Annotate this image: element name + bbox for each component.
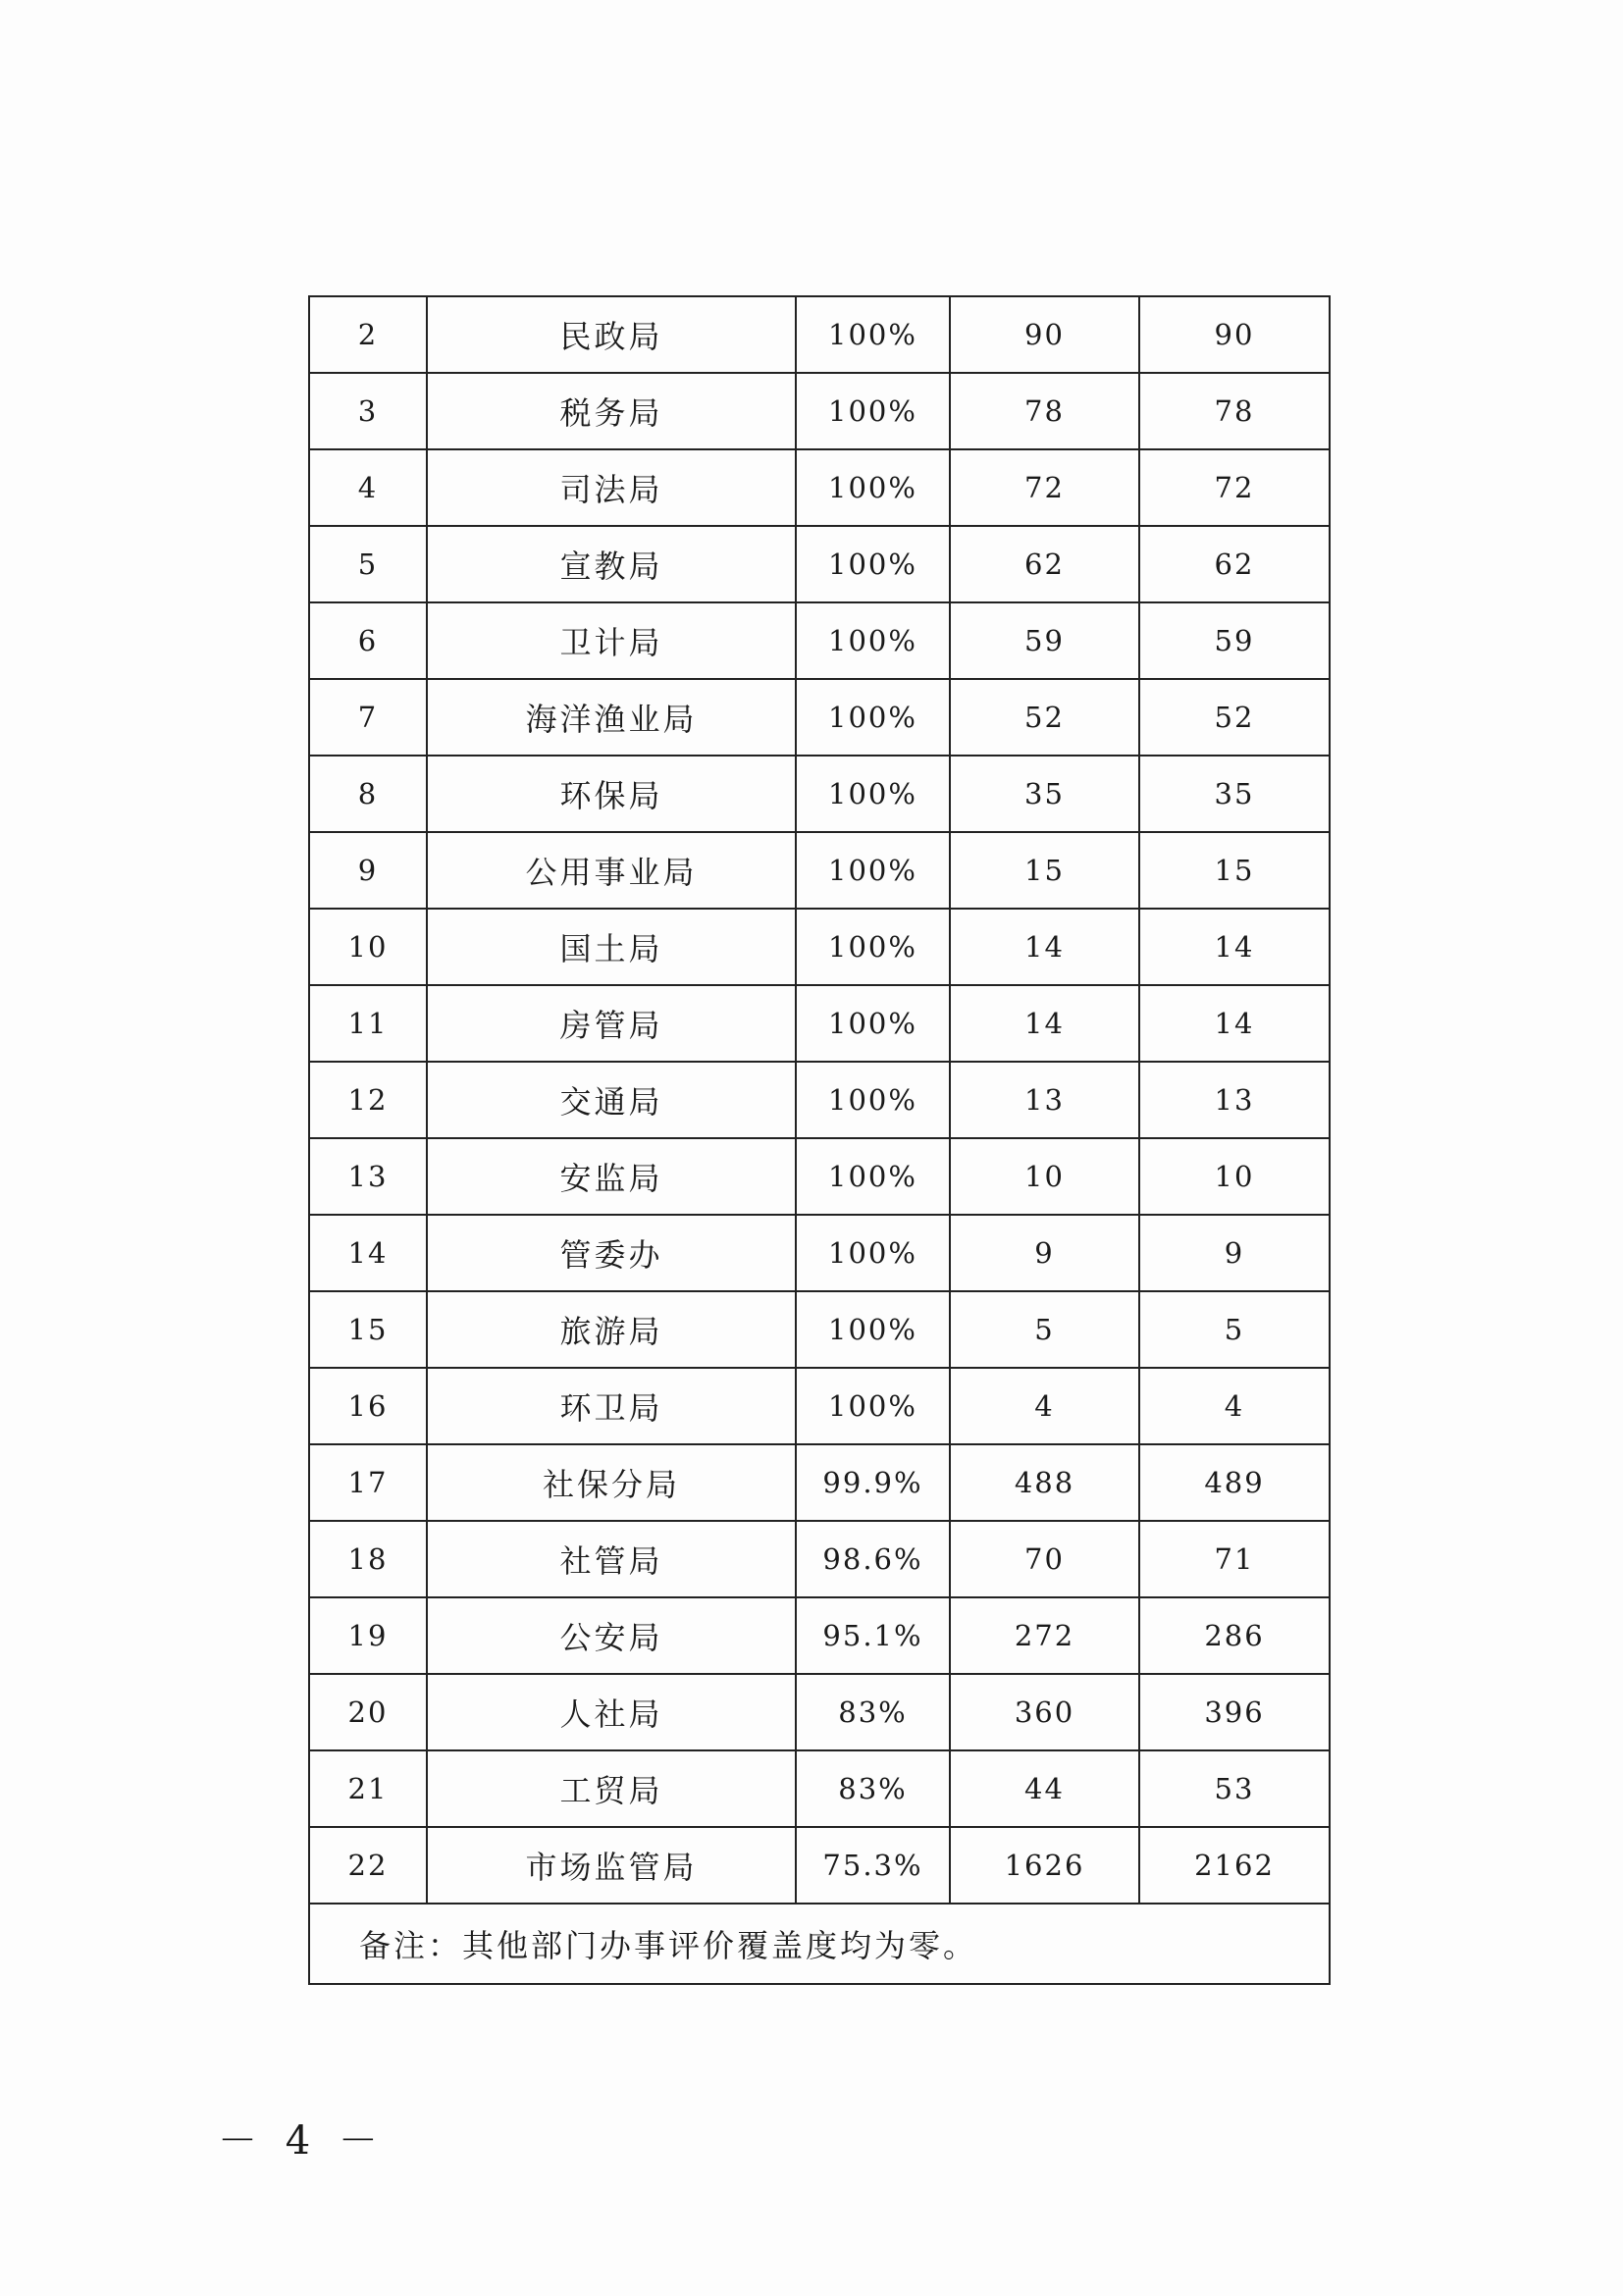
total-count-cell: 52 <box>1139 679 1330 756</box>
table-row <box>309 756 1330 832</box>
department-cell: 旅游局 <box>427 1291 796 1368</box>
coverage-rate-cell: 98.6% <box>796 1521 950 1597</box>
total-count-cell: 2162 <box>1139 1827 1330 1904</box>
department-cell: 人社局 <box>427 1674 796 1750</box>
department-cell: 管委办 <box>427 1215 796 1291</box>
row-number-cell: 15 <box>309 1291 427 1368</box>
coverage-rate-cell: 100% <box>796 679 950 756</box>
coverage-rate-cell: 100% <box>796 1291 950 1368</box>
coverage-rate-cell: 83% <box>796 1750 950 1827</box>
coverage-rate-cell: 95.1% <box>796 1597 950 1674</box>
department-cell: 安监局 <box>427 1138 796 1215</box>
department-cell: 公安局 <box>427 1597 796 1674</box>
table-row <box>309 1215 1330 1291</box>
row-number-cell: 10 <box>309 909 427 985</box>
evaluated-count-cell: 72 <box>950 449 1139 526</box>
table-row <box>309 1827 1330 1904</box>
total-count-cell: 15 <box>1139 832 1330 909</box>
evaluated-count-cell: 272 <box>950 1597 1139 1674</box>
table-note: 备注：其他部门办事评价覆盖度均为零。 <box>309 1904 1330 1984</box>
coverage-rate-cell: 100% <box>796 1062 950 1138</box>
evaluated-count-cell: 35 <box>950 756 1139 832</box>
table-row <box>309 602 1330 679</box>
evaluated-count-cell: 4 <box>950 1368 1139 1444</box>
coverage-table <box>308 295 1331 1985</box>
department-cell: 市场监管局 <box>427 1827 796 1904</box>
table-row <box>309 909 1330 985</box>
row-number-cell: 17 <box>309 1444 427 1521</box>
total-count-cell: 286 <box>1139 1597 1330 1674</box>
department-cell: 国土局 <box>427 909 796 985</box>
evaluated-count-cell: 52 <box>950 679 1139 756</box>
total-count-cell: 14 <box>1139 985 1330 1062</box>
row-number-cell: 6 <box>309 602 427 679</box>
row-number-cell: 5 <box>309 526 427 602</box>
total-count-cell: 78 <box>1139 373 1330 449</box>
table-row <box>309 449 1330 526</box>
department-cell: 环卫局 <box>427 1368 796 1444</box>
department-cell: 公用事业局 <box>427 832 796 909</box>
row-number-cell: 11 <box>309 985 427 1062</box>
total-count-cell: 4 <box>1139 1368 1330 1444</box>
row-number-cell: 4 <box>309 449 427 526</box>
total-count-cell: 13 <box>1139 1062 1330 1138</box>
total-count-cell: 62 <box>1139 526 1330 602</box>
coverage-rate-cell: 100% <box>796 756 950 832</box>
table-row <box>309 985 1330 1062</box>
department-cell: 房管局 <box>427 985 796 1062</box>
coverage-rate-cell: 100% <box>796 832 950 909</box>
coverage-rate-cell: 100% <box>796 1138 950 1215</box>
evaluated-count-cell: 44 <box>950 1750 1139 1827</box>
row-number-cell: 12 <box>309 1062 427 1138</box>
table-row <box>309 1674 1330 1750</box>
coverage-rate-cell: 75.3% <box>796 1827 950 1904</box>
department-cell: 工贸局 <box>427 1750 796 1827</box>
total-count-cell: 59 <box>1139 602 1330 679</box>
evaluated-count-cell: 59 <box>950 602 1139 679</box>
table-row <box>309 1062 1330 1138</box>
row-number-cell: 7 <box>309 679 427 756</box>
table-row <box>309 832 1330 909</box>
coverage-rate-cell: 83% <box>796 1674 950 1750</box>
department-cell: 税务局 <box>427 373 796 449</box>
total-count-cell: 14 <box>1139 909 1330 985</box>
total-count-cell: 53 <box>1139 1750 1330 1827</box>
coverage-rate-cell: 100% <box>796 449 950 526</box>
row-number-cell: 21 <box>309 1750 427 1827</box>
total-count-cell: 9 <box>1139 1215 1330 1291</box>
evaluated-count-cell: 78 <box>950 373 1139 449</box>
table-row <box>309 373 1330 449</box>
coverage-rate-cell: 100% <box>796 526 950 602</box>
table-row <box>309 1138 1330 1215</box>
total-count-cell: 71 <box>1139 1521 1330 1597</box>
evaluated-count-cell: 14 <box>950 909 1139 985</box>
total-count-cell: 90 <box>1139 296 1330 373</box>
row-number-cell: 18 <box>309 1521 427 1597</box>
page-number: － 4 － <box>218 2118 386 2164</box>
evaluated-count-cell: 90 <box>950 296 1139 373</box>
evaluated-count-cell: 5 <box>950 1291 1139 1368</box>
row-number-cell: 13 <box>309 1138 427 1215</box>
evaluated-count-cell: 15 <box>950 832 1139 909</box>
coverage-rate-cell: 100% <box>796 1368 950 1444</box>
row-number-cell: 19 <box>309 1597 427 1674</box>
table-row <box>309 1444 1330 1521</box>
coverage-rate-cell: 100% <box>796 296 950 373</box>
evaluated-count-cell: 13 <box>950 1062 1139 1138</box>
table-row <box>309 679 1330 756</box>
row-number-cell: 16 <box>309 1368 427 1444</box>
department-cell: 海洋渔业局 <box>427 679 796 756</box>
coverage-rate-cell: 100% <box>796 985 950 1062</box>
evaluated-count-cell: 70 <box>950 1521 1139 1597</box>
coverage-rate-cell: 99.9% <box>796 1444 950 1521</box>
evaluated-count-cell: 9 <box>950 1215 1139 1291</box>
coverage-rate-cell: 100% <box>796 909 950 985</box>
department-cell: 宣教局 <box>427 526 796 602</box>
row-number-cell: 9 <box>309 832 427 909</box>
total-count-cell: 72 <box>1139 449 1330 526</box>
table-body <box>309 296 1330 1984</box>
table-row <box>309 296 1330 373</box>
note-row <box>309 1904 1330 1984</box>
row-number-cell: 8 <box>309 756 427 832</box>
row-number-cell: 22 <box>309 1827 427 1904</box>
department-cell: 社保分局 <box>427 1444 796 1521</box>
table-row <box>309 1291 1330 1368</box>
evaluated-count-cell: 14 <box>950 985 1139 1062</box>
coverage-rate-cell: 100% <box>796 1215 950 1291</box>
coverage-rate-cell: 100% <box>796 373 950 449</box>
total-count-cell: 5 <box>1139 1291 1330 1368</box>
coverage-rate-cell: 100% <box>796 602 950 679</box>
department-cell: 卫计局 <box>427 602 796 679</box>
table-row <box>309 526 1330 602</box>
department-cell: 民政局 <box>427 296 796 373</box>
department-cell: 环保局 <box>427 756 796 832</box>
department-cell: 交通局 <box>427 1062 796 1138</box>
table-row <box>309 1597 1330 1674</box>
evaluated-count-cell: 62 <box>950 526 1139 602</box>
evaluated-count-cell: 1626 <box>950 1827 1139 1904</box>
row-number-cell: 20 <box>309 1674 427 1750</box>
evaluated-count-cell: 10 <box>950 1138 1139 1215</box>
table-row <box>309 1368 1330 1444</box>
department-cell: 司法局 <box>427 449 796 526</box>
row-number-cell: 14 <box>309 1215 427 1291</box>
total-count-cell: 396 <box>1139 1674 1330 1750</box>
total-count-cell: 35 <box>1139 756 1330 832</box>
table-row <box>309 1750 1330 1827</box>
department-cell: 社管局 <box>427 1521 796 1597</box>
total-count-cell: 10 <box>1139 1138 1330 1215</box>
evaluated-count-cell: 488 <box>950 1444 1139 1521</box>
row-number-cell: 2 <box>309 296 427 373</box>
table-row <box>309 1521 1330 1597</box>
total-count-cell: 489 <box>1139 1444 1330 1521</box>
evaluated-count-cell: 360 <box>950 1674 1139 1750</box>
row-number-cell: 3 <box>309 373 427 449</box>
